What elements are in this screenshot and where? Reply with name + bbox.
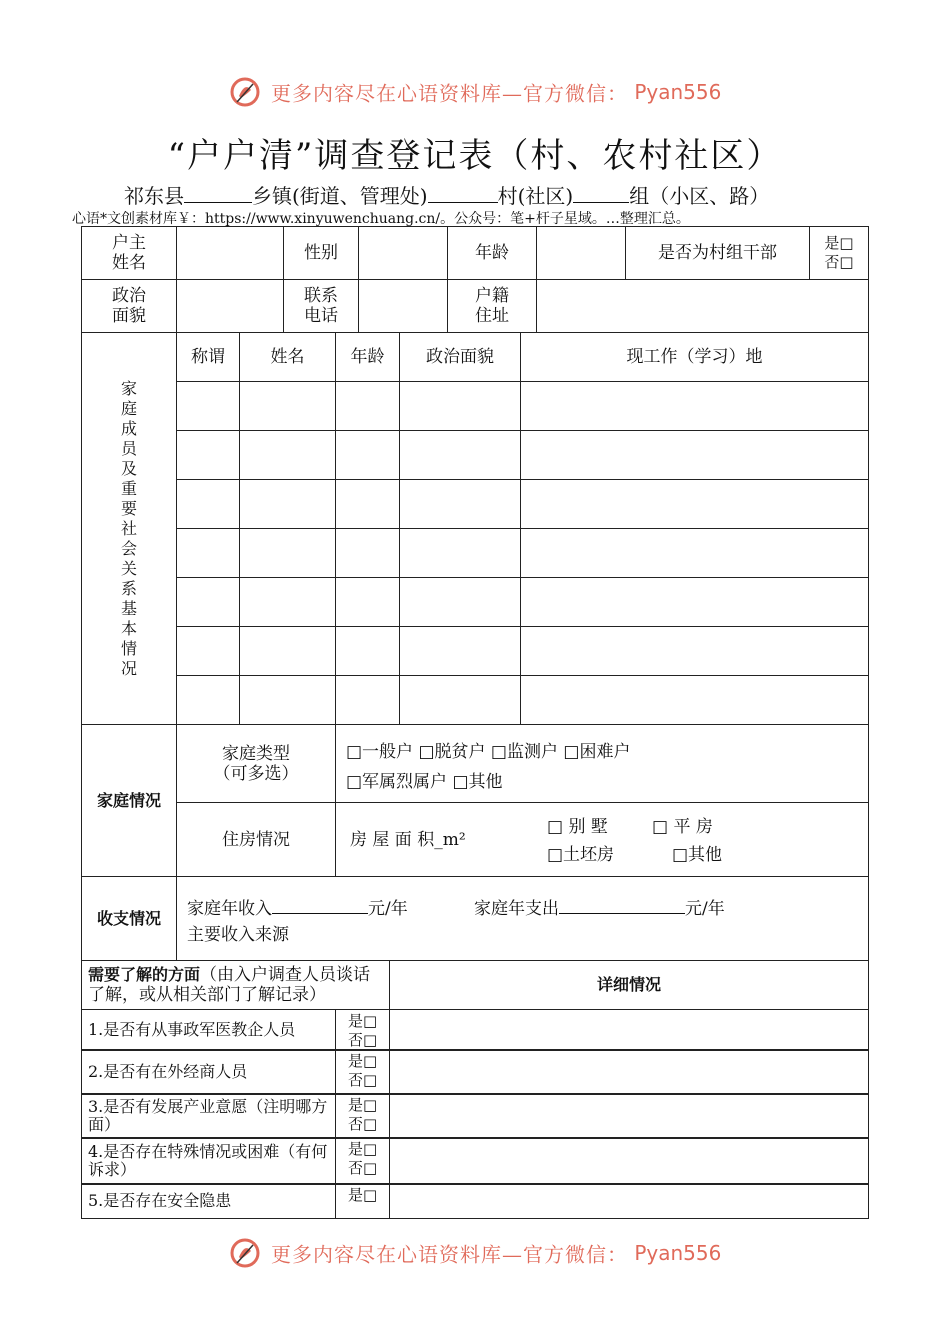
family-cell[interactable] (239, 381, 336, 431)
income-line[interactable] (187, 897, 408, 919)
income-section-label: 收支情况 (81, 876, 177, 961)
family-type-label: 家庭类型 （可多选） (176, 724, 336, 803)
family-cell[interactable] (335, 626, 400, 676)
family-type-options[interactable] (335, 724, 869, 803)
family-cell[interactable] (239, 675, 336, 725)
survey-question: 4.是否存在特殊情况或困难（有何诉求） (81, 1137, 336, 1185)
banner-wechat: Pyan556 (634, 1241, 722, 1265)
political-label: 政治 面貌 (81, 279, 177, 333)
address-label: 户籍 住址 (447, 279, 537, 333)
family-cell[interactable] (520, 381, 869, 431)
annual-expense-unit: 元/年 (685, 899, 725, 919)
survey-yes[interactable]: 是□ (348, 1012, 378, 1030)
survey-yes[interactable]: 是□ (348, 1096, 378, 1114)
banner-wechat: Pyan556 (634, 80, 722, 104)
survey-yes-no[interactable] (335, 1183, 390, 1219)
survey-question: 1.是否有从事政军医教企人员 (81, 1009, 336, 1051)
housing-options[interactable] (335, 802, 869, 877)
village-label: 村(社区) (497, 184, 574, 208)
family-cell[interactable] (335, 675, 400, 725)
family-section-text: 家庭成员及重要社会关系基本情况 (120, 378, 137, 678)
page-title: “户户清”调查登记表（村、农村社区） (167, 136, 783, 176)
banner-text: 更多内容尽在心语资料库—官方微信： (270, 81, 628, 106)
annual-income-blank[interactable] (272, 897, 368, 914)
political-field[interactable] (176, 279, 284, 333)
family-type-line2[interactable]: □军属烈属户 □其他 (346, 772, 503, 792)
family-cell[interactable] (239, 479, 336, 529)
mud-house-option[interactable]: □土坯房 (547, 845, 615, 865)
family-cell[interactable] (176, 479, 240, 529)
family-cell[interactable] (399, 577, 521, 627)
family-col-work: 现工作（学习）地 (520, 332, 869, 382)
family-cell[interactable] (335, 479, 400, 529)
survey-yes-no[interactable] (335, 1093, 390, 1139)
annual-expense-blank[interactable] (559, 897, 685, 914)
family-cell[interactable] (176, 430, 240, 480)
bottom-banner (0, 1237, 950, 1269)
brand-logo-icon (229, 1237, 261, 1269)
family-cell[interactable] (399, 479, 521, 529)
family-cell[interactable] (520, 528, 869, 578)
family-cell[interactable] (239, 626, 336, 676)
survey-yes[interactable]: 是□ (348, 1186, 378, 1204)
family-section-label (81, 332, 177, 725)
householder-name-label: 户主 姓名 (81, 226, 177, 280)
cadre-label: 是否为村组干部 (625, 226, 810, 280)
detail-header: 详细情况 (389, 960, 869, 1010)
family-cell[interactable] (520, 626, 869, 676)
family-cell[interactable] (399, 381, 521, 431)
family-cell[interactable] (335, 381, 400, 431)
aspect-note: （由入户调查人员谈话了解，或从相关部门了解记录） (88, 965, 371, 1005)
brand-logo-icon (229, 76, 261, 108)
survey-yes-no[interactable] (335, 1049, 390, 1095)
family-cell[interactable] (176, 528, 240, 578)
family-cell[interactable] (335, 528, 400, 578)
family-cell[interactable] (239, 430, 336, 480)
survey-yes-no[interactable] (335, 1137, 390, 1185)
income-source-label[interactable]: 主要收入来源 (187, 925, 289, 945)
bungalow-option[interactable]: □ 平 房 (652, 817, 713, 837)
family-cell[interactable] (239, 528, 336, 578)
householder-name-field[interactable] (176, 226, 284, 280)
survey-no[interactable]: 否□ (348, 1071, 378, 1089)
housing-label: 住房情况 (176, 802, 336, 877)
house-area[interactable]: 房 屋 面 积_m² (350, 830, 466, 850)
survey-no[interactable]: 否□ (348, 1159, 378, 1177)
age-field[interactable] (536, 226, 626, 280)
family-cell[interactable] (520, 479, 869, 529)
gender-label: 性别 (283, 226, 359, 280)
family-col-age: 年龄 (335, 332, 400, 382)
phone-label: 联系 电话 (283, 279, 359, 333)
annual-expense-label: 家庭年支出 (474, 899, 559, 919)
annual-income-label: 家庭年收入 (187, 899, 272, 919)
survey-detail-field[interactable] (389, 1049, 869, 1095)
family-col-relation: 称谓 (176, 332, 240, 382)
villa-option[interactable]: □ 别 墅 (547, 817, 608, 837)
family-cell[interactable] (399, 528, 521, 578)
survey-detail-field[interactable] (389, 1093, 869, 1139)
registration-table (81, 226, 869, 1218)
survey-yes[interactable]: 是□ (348, 1052, 378, 1070)
group-blank (573, 184, 629, 203)
township-blank (184, 184, 252, 203)
family-col-name: 姓名 (239, 332, 336, 382)
cadre-yes[interactable]: 是□ (824, 234, 854, 252)
survey-no[interactable]: 否□ (348, 1115, 378, 1133)
address-line (124, 180, 769, 209)
family-cell[interactable] (520, 675, 869, 725)
survey-detail-field[interactable] (389, 1183, 869, 1219)
address-field[interactable] (536, 279, 869, 333)
survey-detail-field[interactable] (389, 1009, 869, 1051)
aspect-title: 需要了解的方面 (88, 965, 201, 984)
family-type-line1[interactable]: □一般户 □脱贫户 □监测户 □困难户 (346, 742, 631, 762)
survey-question: 2.是否有在外经商人员 (81, 1049, 336, 1095)
family-col-political: 政治面貌 (399, 332, 521, 382)
family-cell[interactable] (176, 626, 240, 676)
family-cell[interactable] (399, 430, 521, 480)
family-cell[interactable] (176, 381, 240, 431)
survey-detail-field[interactable] (389, 1137, 869, 1185)
survey-yes-no[interactable] (335, 1009, 390, 1051)
family-cell[interactable] (520, 577, 869, 627)
banner-text: 更多内容尽在心语资料库—官方微信： (270, 1242, 628, 1267)
situation-section-label: 家庭情况 (81, 724, 177, 877)
family-cell[interactable] (335, 430, 400, 480)
family-cell[interactable] (239, 577, 336, 627)
phone-field[interactable] (358, 279, 448, 333)
family-cell[interactable] (176, 577, 240, 627)
top-banner (0, 76, 950, 108)
family-cell[interactable] (176, 675, 240, 725)
family-cell[interactable] (399, 626, 521, 676)
family-cell[interactable] (520, 430, 869, 480)
annual-income-unit: 元/年 (368, 899, 408, 919)
township-label: 乡镇(街道、管理处) (252, 184, 428, 208)
village-blank (428, 184, 498, 203)
group-label: 组（小区、路） (629, 184, 770, 208)
income-content[interactable] (176, 876, 869, 961)
survey-question: 5.是否存在安全隐患 (81, 1183, 336, 1219)
source-note: 心语*文创素材库￥：https://www.xinyuwenchuang.cn/。公众号：笔+杆子星域。…整理汇总。 (72, 211, 690, 227)
survey-yes[interactable]: 是□ (348, 1140, 378, 1158)
cadre-choice[interactable] (809, 226, 869, 280)
survey-question: 3.是否有发展产业意愿（注明哪方面） (81, 1093, 336, 1139)
aspect-header (81, 960, 390, 1010)
county-label: 祁东县 (124, 184, 184, 208)
family-cell[interactable] (335, 577, 400, 627)
expense-line[interactable] (474, 897, 725, 919)
family-cell[interactable] (399, 675, 521, 725)
survey-no[interactable]: 否□ (348, 1031, 378, 1049)
cadre-no[interactable]: 否□ (824, 253, 854, 271)
gender-field[interactable] (358, 226, 448, 280)
other-house-option[interactable]: □其他 (672, 845, 723, 865)
age-label: 年龄 (447, 226, 537, 280)
